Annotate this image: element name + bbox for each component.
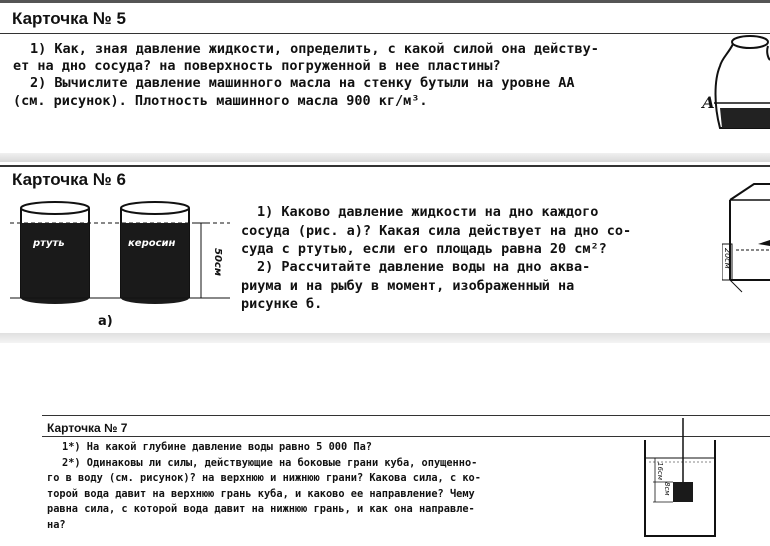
aquarium-figure: [722, 180, 770, 330]
kerosene-label: керосин: [128, 238, 176, 249]
card5-line-1: 1) Как, зная давление жидкости, определить, с какой силой она действу-: [30, 41, 599, 57]
card5-top-rule: [0, 0, 770, 3]
bottle-figure: [700, 28, 770, 153]
vessels-figure: [10, 190, 230, 330]
mercury-label: ртуть: [33, 238, 65, 249]
separator-band-2: [0, 333, 770, 343]
height-label: 50см: [212, 248, 223, 277]
bottle-level-label: А: [702, 93, 716, 112]
card5-title-rule: [0, 33, 770, 34]
kerosene-vessel: [121, 202, 189, 304]
card7-line-1: 1*) На какой глубине давление воды равно 5 000 Па?: [62, 441, 372, 453]
figure-a-caption: а): [98, 314, 113, 329]
card6-line-5: риума и на рыбу в момент, изображенный на: [241, 278, 575, 294]
card6-line-4: 2) Рассчитайте давление воды на дно аква-: [257, 259, 591, 275]
aquarium-height-label: 20см: [723, 248, 732, 269]
card5-line-3: 2) Вычислите давление машинного масла на стенку бутыли на уровне АА: [30, 75, 575, 91]
card7-title: Карточка № 7: [47, 421, 128, 435]
card7-line-4: торой вода давит на верхнюю грань куба, и каково ее направление? Чему: [47, 488, 475, 500]
card6-title: Карточка № 6: [12, 170, 126, 189]
card7-line-5: равна сила, с которой вода давит на нижнюю грань, и как она направле-: [47, 503, 475, 515]
card7-line-3: го в воду (см. рисунок)? на верхнюю и нижнюю грани? Какова сила, с ко-: [47, 472, 481, 484]
cube-figure: [635, 418, 725, 543]
card6-line-2: сосуда (рис. а)? Какая сила действует на дно со-: [241, 223, 632, 239]
depth-label: 16см: [656, 462, 664, 481]
card5-line-4: (см. рисунок). Плотность машинного масла 900 кг/м³.: [13, 93, 428, 109]
card7-line-6: на?: [47, 519, 66, 531]
card6-line-1: 1) Каково давление жидкости на дно каждого: [257, 204, 599, 220]
mercury-vessel: [21, 202, 89, 304]
card7-top-rule: [42, 415, 770, 416]
card6-line-3: суда с ртутью, если его площадь равна 20 см²?: [241, 241, 607, 257]
card5-line-2: ет на дно сосуда? на поверхность погруженной в нее пластины?: [13, 58, 501, 74]
cube-size-label: 8см: [663, 482, 671, 496]
card7-line-2: 2*) Одинаковы ли силы, действующие на боковые грани куба, опущенно-: [62, 457, 478, 469]
card5-title: Карточка № 5: [12, 9, 126, 28]
card6-line-6: рисунке б.: [241, 296, 323, 312]
separator-band-1: [0, 153, 770, 162]
card6-top-rule: [0, 165, 770, 167]
